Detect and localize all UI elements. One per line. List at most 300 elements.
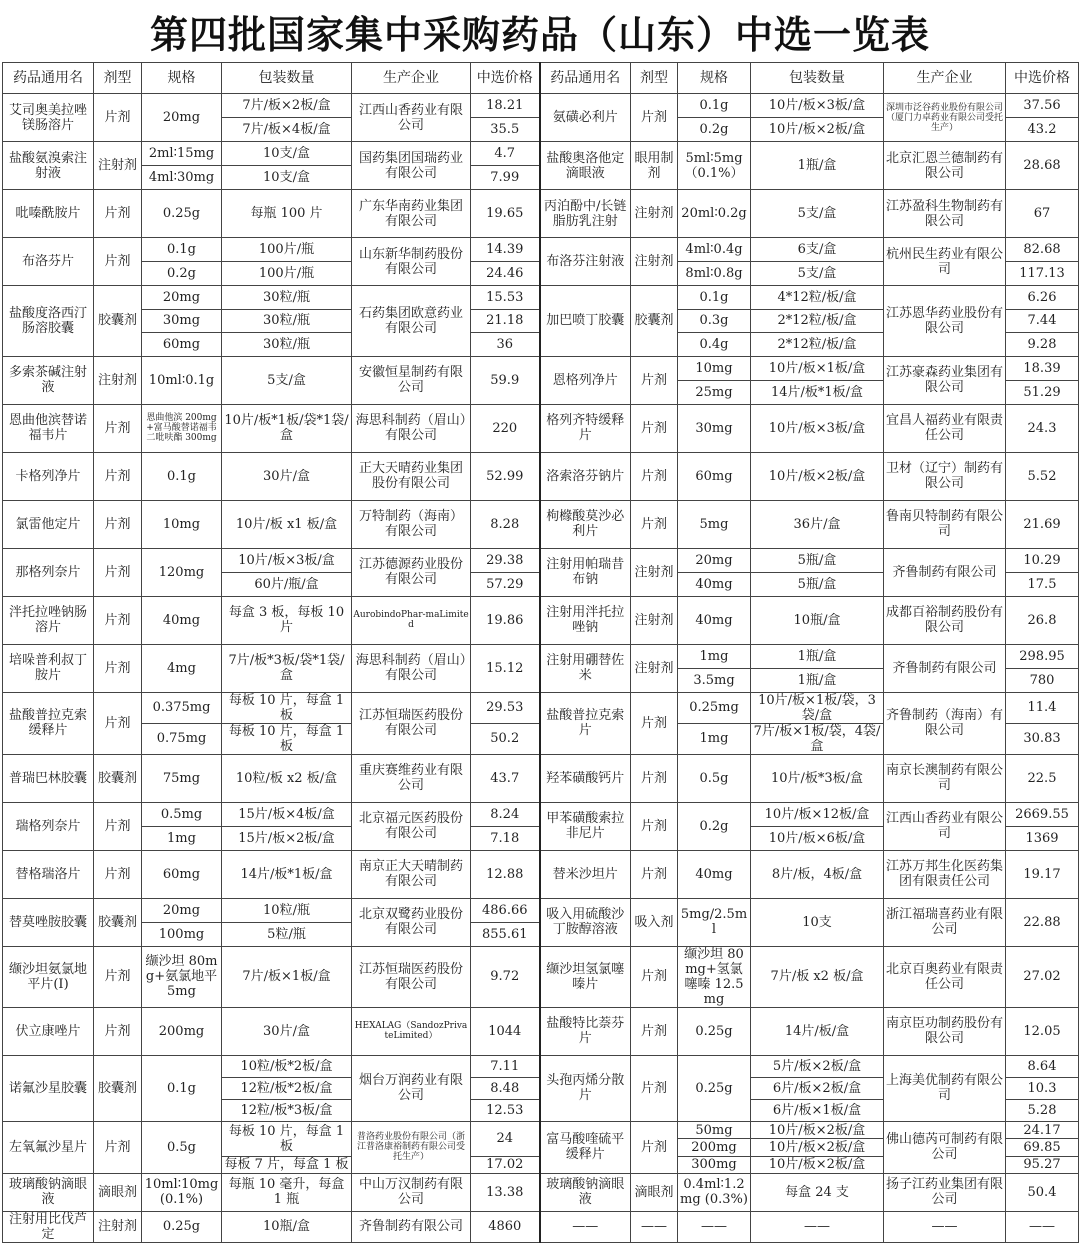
- price-cell: 17.02: [471, 1156, 540, 1173]
- spec-cell: 30mg: [678, 404, 751, 452]
- dosage-form-cell: 片剂: [631, 1007, 678, 1055]
- drug-name-cell: 多索茶碱注射液: [3, 356, 94, 404]
- spec-cell: 1mg: [678, 644, 751, 668]
- package-cell: 30片/盒: [222, 1007, 352, 1055]
- manufacturer-cell: 齐鲁制药有限公司: [884, 548, 1006, 596]
- spec-cell: 0.25g: [142, 1211, 222, 1242]
- spec-cell: 0.375mg: [142, 692, 222, 723]
- drug-name-cell: 盐酸普拉克索缓释片: [3, 692, 94, 754]
- drug-name-cell: 氨磺必利片: [540, 94, 631, 142]
- manufacturer-cell: 鲁南贝特制药有限公司: [884, 500, 1006, 548]
- drug-name-cell: 吡嗪酰胺片: [3, 190, 94, 238]
- dosage-form-cell: 片剂: [631, 946, 678, 1007]
- spec-cell: 10mg: [142, 500, 222, 548]
- price-cell: 8.48: [471, 1077, 540, 1099]
- price-cell: 8.24: [471, 802, 540, 826]
- price-cell: 8.64: [1006, 1055, 1079, 1077]
- price-cell: 4.7: [471, 142, 540, 166]
- price-cell: 5.52: [1006, 452, 1079, 500]
- drug-name-cell: 玻璃酸钠滴眼液: [540, 1173, 631, 1211]
- drug-name-cell: 诺氟沙星胶囊: [3, 1055, 94, 1121]
- drug-name-cell: 格列齐特缓释片: [540, 404, 631, 452]
- drug-name-cell: 盐酸特比萘芬片: [540, 1007, 631, 1055]
- price-cell: 27.02: [1006, 946, 1079, 1007]
- dosage-form-cell: 片剂: [94, 850, 142, 898]
- spec-cell: 0.2g: [142, 262, 222, 286]
- spec-cell: 40mg: [678, 572, 751, 596]
- price-cell: 24.17: [1006, 1121, 1079, 1138]
- package-cell: 7片/板*3板/袋*1袋/盒: [222, 644, 352, 692]
- drug-name-cell: 培哚普利叔丁胺片: [3, 644, 94, 692]
- price-cell: 12.53: [471, 1099, 540, 1121]
- spec-cell: 1mg: [142, 826, 222, 850]
- package-cell: 10片/板×2板/盒: [751, 1139, 884, 1156]
- package-cell: 10片/板×1板/袋，3袋/盒: [751, 692, 884, 723]
- table-body: [3, 94, 1079, 1243]
- package-cell: 1瓶/盒: [751, 644, 884, 668]
- manufacturer-cell: 南京臣功制药股份有限公司: [884, 1007, 1006, 1055]
- manufacturer-cell: 齐鲁制药有限公司: [352, 1211, 471, 1242]
- manufacturer-cell: 扬子江药业集团有限公司: [884, 1173, 1006, 1211]
- price-cell: 35.5: [471, 118, 540, 142]
- price-cell: 43.7: [471, 754, 540, 802]
- price-cell: 12.88: [471, 850, 540, 898]
- manufacturer-cell: 江苏盈科生物制药有限公司: [884, 190, 1006, 238]
- drug-name-cell: 普瑞巴林胶囊: [3, 754, 94, 802]
- spec-cell: 8ml∶0.8g: [678, 262, 751, 286]
- package-cell: 100片/瓶: [222, 238, 352, 262]
- spec-cell: 0.4g: [678, 333, 751, 357]
- price-cell: 14.39: [471, 238, 540, 262]
- package-cell: 10片/板×6板/盒: [751, 826, 884, 850]
- price-cell: 19.17: [1006, 850, 1079, 898]
- price-cell: 4860: [471, 1211, 540, 1242]
- spec-cell: 0.4ml∶1.2mg (0.3%): [678, 1173, 751, 1211]
- manufacturer-cell: 上海美优制药有限公司: [884, 1055, 1006, 1121]
- spec-cell: 5ml∶5mg（0.1%）: [678, 142, 751, 190]
- manufacturer-cell: 江苏恒瑞医药股份有限公司: [352, 692, 471, 754]
- spec-cell: 4mg: [142, 644, 222, 692]
- drug-name-cell: 布洛芬片: [3, 238, 94, 286]
- spec-cell: 10ml∶0.1g: [142, 356, 222, 404]
- header-cell: 药品通用名: [3, 63, 94, 94]
- dosage-form-cell: 胶囊剂: [94, 286, 142, 357]
- price-cell: 220: [471, 404, 540, 452]
- price-cell: 21.69: [1006, 500, 1079, 548]
- package-cell: 15片/板×4板/盒: [222, 802, 352, 826]
- package-cell: 60片/瓶/盒: [222, 572, 352, 596]
- package-cell: 10片/板*1板/袋*1袋/盒: [222, 404, 352, 452]
- spec-cell: 60mg: [142, 333, 222, 357]
- drug-name-cell: 盐酸普拉克索片: [540, 692, 631, 754]
- manufacturer-cell: 宜昌人福药业有限责任公司: [884, 404, 1006, 452]
- dosage-form-cell: 滴眼剂: [631, 1173, 678, 1211]
- spec-cell: 3.5mg: [678, 668, 751, 692]
- drug-name-cell: 盐酸度洛西汀肠溶胶囊: [3, 286, 94, 357]
- price-cell: 10.3: [1006, 1077, 1079, 1099]
- manufacturer-cell: 普洛药业股份有限公司（浙江普洛康裕制药有限公司受托生产）: [352, 1121, 471, 1173]
- dosage-form-cell: 片剂: [631, 404, 678, 452]
- package-cell: 2*12粒/板/盒: [751, 333, 884, 357]
- package-cell: 5粒/瓶: [222, 922, 352, 946]
- package-cell: 10瓶/盒: [751, 596, 884, 644]
- drug-name-cell: 那格列奈片: [3, 548, 94, 596]
- package-cell: 4*12粒/板/盒: [751, 286, 884, 310]
- spec-cell: 0.1g: [142, 452, 222, 500]
- drug-table: [2, 62, 1079, 1243]
- dosage-form-cell: 片剂: [94, 238, 142, 286]
- spec-cell: 40mg: [678, 596, 751, 644]
- drug-name-cell: 洛索洛芬钠片: [540, 452, 631, 500]
- table-row: [3, 452, 1079, 500]
- package-cell: 6片/板×1板/盒: [751, 1099, 884, 1121]
- header-cell: 剂型: [94, 63, 142, 94]
- package-cell: 5瓶/盒: [751, 548, 884, 572]
- package-cell: 1瓶/盒: [751, 142, 884, 190]
- page-title: 第四批国家集中采购药品（山东）中选一览表: [149, 12, 930, 57]
- drug-name-cell: 布洛芬注射液: [540, 238, 631, 286]
- manufacturer-cell: 深圳市泛谷药业股份有限公司（厦门力卓药业有限公司受托生产）: [884, 94, 1006, 142]
- spec-cell: 100mg: [142, 922, 222, 946]
- spec-cell: ——: [678, 1211, 751, 1242]
- manufacturer-cell: 江西山香药业有限公司: [352, 94, 471, 142]
- dosage-form-cell: 注射剂: [94, 1211, 142, 1242]
- price-cell: 29.38: [471, 548, 540, 572]
- price-cell: 19.65: [471, 190, 540, 238]
- price-cell: 50.2: [471, 723, 540, 754]
- spec-cell: 50mg: [678, 1121, 751, 1138]
- manufacturer-cell: 成都百裕制药股份有限公司: [884, 596, 1006, 644]
- spec-cell: 120mg: [142, 548, 222, 596]
- price-cell: 28.68: [1006, 142, 1079, 190]
- package-cell: 10粒/板*2板/盒: [222, 1055, 352, 1077]
- price-cell: 117.13: [1006, 262, 1079, 286]
- spec-cell: 40mg: [678, 850, 751, 898]
- package-cell: 6支/盒: [751, 238, 884, 262]
- manufacturer-cell: 江苏万邦生化医药集团有限责任公司: [884, 850, 1006, 898]
- price-cell: 11.4: [1006, 692, 1079, 723]
- dosage-form-cell: 注射剂: [631, 596, 678, 644]
- package-cell: 12粒/板*3板/盒: [222, 1099, 352, 1121]
- package-cell: 30粒/瓶: [222, 286, 352, 310]
- price-cell: 24.46: [471, 262, 540, 286]
- package-cell: 7片/板 x2 板/盒: [751, 946, 884, 1007]
- table-row: [3, 190, 1079, 238]
- manufacturer-cell: 江苏德源药业股份有限公司: [352, 548, 471, 596]
- price-cell: 19.86: [471, 596, 540, 644]
- drug-name-cell: 左氧氟沙星片: [3, 1121, 94, 1173]
- price-cell: 67: [1006, 190, 1079, 238]
- package-cell: 10支/盒: [222, 142, 352, 166]
- price-cell: ——: [1006, 1211, 1079, 1242]
- table-row: [3, 286, 1079, 310]
- package-cell: 10支: [751, 898, 884, 946]
- price-cell: 780: [1006, 668, 1079, 692]
- dosage-form-cell: 片剂: [94, 946, 142, 1007]
- package-cell: 7片/板×1板/袋，4袋/盒: [751, 723, 884, 754]
- drug-name-cell: 枸橼酸莫沙必利片: [540, 500, 631, 548]
- spec-cell: 10mg: [678, 356, 751, 380]
- package-cell: 30粒/瓶: [222, 333, 352, 357]
- price-cell: 1369: [1006, 826, 1079, 850]
- dosage-form-cell: 胶囊剂: [94, 754, 142, 802]
- spec-cell: 0.1g: [142, 1055, 222, 1121]
- manufacturer-cell: 卫材（辽宁）制药有限公司: [884, 452, 1006, 500]
- header-cell: 包装数量: [751, 63, 884, 94]
- price-cell: 7.99: [471, 166, 540, 190]
- dosage-form-cell: 片剂: [94, 94, 142, 142]
- drug-name-cell: 缬沙坦氢氯噻嗪片: [540, 946, 631, 1007]
- drug-name-cell: 艾司奥美拉唑镁肠溶片: [3, 94, 94, 142]
- manufacturer-cell: 江苏豪森药业集团有限公司: [884, 356, 1006, 404]
- table-row: [3, 802, 1079, 826]
- drug-name-cell: ——: [540, 1211, 631, 1242]
- spec-cell: 30mg: [142, 309, 222, 333]
- package-cell: 15片/板×2板/盒: [222, 826, 352, 850]
- manufacturer-cell: 海思科制药（眉山）有限公司: [352, 404, 471, 452]
- package-cell: 7片/板×1板/盒: [222, 946, 352, 1007]
- header-cell: 规格: [678, 63, 751, 94]
- price-cell: 22.88: [1006, 898, 1079, 946]
- drug-name-cell: 盐酸氨溴索注射液: [3, 142, 94, 190]
- table-row: [3, 142, 1079, 166]
- price-cell: 15.12: [471, 644, 540, 692]
- price-cell: 7.44: [1006, 309, 1079, 333]
- drug-name-cell: 卡格列净片: [3, 452, 94, 500]
- package-cell: 每瓶 100 片: [222, 190, 352, 238]
- spec-cell: 4ml∶0.4g: [678, 238, 751, 262]
- manufacturer-cell: 重庆赛维药业有限公司: [352, 754, 471, 802]
- price-cell: 7.18: [471, 826, 540, 850]
- drug-name-cell: 盐酸奥洛他定滴眼液: [540, 142, 631, 190]
- dosage-form-cell: 注射剂: [94, 356, 142, 404]
- package-cell: 每瓶 10 毫升，每盒 1 瓶: [222, 1173, 352, 1211]
- package-cell: 7片/板×2板/盒: [222, 94, 352, 118]
- spec-cell: 20mg: [142, 898, 222, 922]
- dosage-form-cell: 片剂: [94, 500, 142, 548]
- package-cell: 30粒/瓶: [222, 309, 352, 333]
- drug-name-cell: 替格瑞洛片: [3, 850, 94, 898]
- price-cell: 15.53: [471, 286, 540, 310]
- dosage-form-cell: 注射剂: [631, 644, 678, 692]
- dosage-form-cell: 滴眼剂: [94, 1173, 142, 1211]
- table-row: [3, 754, 1079, 802]
- manufacturer-cell: 齐鲁制药（海南）有限公司: [884, 692, 1006, 754]
- drug-name-cell: 瑞格列奈片: [3, 802, 94, 850]
- manufacturer-cell: 齐鲁制药有限公司: [884, 644, 1006, 692]
- manufacturer-cell: 江西山香药业有限公司: [884, 802, 1006, 850]
- table-row: [3, 1007, 1079, 1055]
- spec-cell: 0.2g: [678, 802, 751, 850]
- price-cell: 1044: [471, 1007, 540, 1055]
- spec-cell: 1mg: [678, 723, 751, 754]
- price-cell: 2669.55: [1006, 802, 1079, 826]
- package-cell: 10片/板*3板/盒: [751, 754, 884, 802]
- dosage-form-cell: 片剂: [94, 1121, 142, 1173]
- manufacturer-cell: 中山万汉制药有限公司: [352, 1173, 471, 1211]
- price-cell: 51.29: [1006, 380, 1079, 404]
- package-cell: 5瓶/盒: [751, 572, 884, 596]
- package-cell: 10片/板×2板/盒: [751, 1121, 884, 1138]
- package-cell: 每板 7 片，每盒 1 板: [222, 1156, 352, 1173]
- price-cell: 24: [471, 1121, 540, 1156]
- dosage-form-cell: 片剂: [631, 850, 678, 898]
- manufacturer-cell: 南京长澳制药有限公司: [884, 754, 1006, 802]
- drug-name-cell: 伏立康唑片: [3, 1007, 94, 1055]
- spec-cell: 20mg: [142, 286, 222, 310]
- dosage-form-cell: ——: [631, 1211, 678, 1242]
- spec-cell: 20mg: [142, 94, 222, 142]
- dosage-form-cell: 片剂: [94, 692, 142, 754]
- package-cell: 10片/板×12板/盒: [751, 802, 884, 826]
- spec-cell: 0.75mg: [142, 723, 222, 754]
- dosage-form-cell: 胶囊剂: [94, 1055, 142, 1121]
- table-row: [3, 644, 1079, 668]
- dosage-form-cell: 吸入剂: [631, 898, 678, 946]
- package-cell: 10片/板 x1 板/盒: [222, 500, 352, 548]
- package-cell: 10片/板×3板/盒: [751, 404, 884, 452]
- spec-cell: 10ml∶10mg (0.1%): [142, 1173, 222, 1211]
- package-cell: 1瓶/盒: [751, 668, 884, 692]
- table-row: [3, 356, 1079, 380]
- table-row: [3, 238, 1079, 262]
- table-row: [3, 596, 1079, 644]
- drug-name-cell: 恩曲他滨替诺福韦片: [3, 404, 94, 452]
- spec-cell: 0.5mg: [142, 802, 222, 826]
- package-cell: 5支/盒: [751, 262, 884, 286]
- price-cell: 6.26: [1006, 286, 1079, 310]
- package-cell: 10片/板×3板/盒: [751, 94, 884, 118]
- manufacturer-cell: 北京汇恩兰德制药有限公司: [884, 142, 1006, 190]
- price-cell: 13.38: [471, 1173, 540, 1211]
- dosage-form-cell: 片剂: [94, 596, 142, 644]
- header-cell: 药品通用名: [540, 63, 631, 94]
- price-cell: 57.29: [471, 572, 540, 596]
- dosage-form-cell: 片剂: [631, 94, 678, 142]
- header-cell: 规格: [142, 63, 222, 94]
- spec-cell: 5mg: [678, 500, 751, 548]
- manufacturer-cell: 北京福元医药股份有限公司: [352, 802, 471, 850]
- spec-cell: 200mg: [142, 1007, 222, 1055]
- price-cell: 298.95: [1006, 644, 1079, 668]
- manufacturer-cell: 正大天晴药业集团股份有限公司: [352, 452, 471, 500]
- drug-name-cell: 注射用帕瑞昔布钠: [540, 548, 631, 596]
- dosage-form-cell: 胶囊剂: [631, 286, 678, 357]
- drug-name-cell: 泮托拉唑钠肠溶片: [3, 596, 94, 644]
- manufacturer-cell: 北京百奥药业有限责任公司: [884, 946, 1006, 1007]
- dosage-form-cell: 片剂: [631, 1055, 678, 1121]
- price-cell: 22.5: [1006, 754, 1079, 802]
- spec-cell: 20ml∶0.2g: [678, 190, 751, 238]
- drug-name-cell: 头孢丙烯分散片: [540, 1055, 631, 1121]
- dosage-form-cell: 片剂: [631, 500, 678, 548]
- spec-cell: 0.5g: [142, 1121, 222, 1173]
- package-cell: 每板 10 片，每盒 1 板: [222, 723, 352, 754]
- drug-name-cell: 替莫唑胺胶囊: [3, 898, 94, 946]
- dosage-form-cell: 片剂: [94, 548, 142, 596]
- package-cell: 10片/板×1板/盒: [751, 356, 884, 380]
- dosage-form-cell: 片剂: [631, 356, 678, 404]
- table-row: [3, 94, 1079, 118]
- package-cell: 10支/盒: [222, 166, 352, 190]
- drug-name-cell: 玻璃酸钠滴眼液: [3, 1173, 94, 1211]
- spec-cell: 0.2g: [678, 118, 751, 142]
- table-row: [3, 898, 1079, 922]
- price-cell: 12.05: [1006, 1007, 1079, 1055]
- manufacturer-cell: 北京双鹭药业股份有限公司: [352, 898, 471, 946]
- package-cell: 8片/板，4板/盒: [751, 850, 884, 898]
- dosage-form-cell: 片剂: [631, 754, 678, 802]
- manufacturer-cell: AurobindoPhar-maLimited: [352, 596, 471, 644]
- table-row: [3, 946, 1079, 1007]
- table-row: [3, 1173, 1079, 1211]
- dosage-form-cell: 片剂: [94, 452, 142, 500]
- spec-cell: 0.1g: [678, 94, 751, 118]
- package-cell: 14片/板*1板/盒: [222, 850, 352, 898]
- header-cell: 包装数量: [222, 63, 352, 94]
- dosage-form-cell: 眼用制剂: [631, 142, 678, 190]
- package-cell: 每板 10 片，每盒 1 板: [222, 692, 352, 723]
- price-cell: 37.56: [1006, 94, 1079, 118]
- drug-name-cell: 丙泊酚中/长链脂肪乳注射: [540, 190, 631, 238]
- package-cell: 10片/板×3板/盒: [222, 548, 352, 572]
- spec-cell: 5mg/2.5ml: [678, 898, 751, 946]
- package-cell: 每板 10 片，每盒 1 板: [222, 1121, 352, 1156]
- manufacturer-cell: 海思科制药（眉山）有限公司: [352, 644, 471, 692]
- price-cell: 7.11: [471, 1055, 540, 1077]
- spec-cell: 200mg: [678, 1139, 751, 1156]
- dosage-form-cell: 片剂: [94, 802, 142, 850]
- price-cell: 43.2: [1006, 118, 1079, 142]
- spec-cell: 0.5g: [678, 754, 751, 802]
- header-row: [3, 63, 1079, 94]
- dosage-form-cell: 注射剂: [94, 142, 142, 190]
- header-cell: 剂型: [631, 63, 678, 94]
- table-row: [3, 1055, 1079, 1077]
- package-cell: ——: [751, 1211, 884, 1242]
- drug-name-cell: 甲苯磺酸索拉非尼片: [540, 802, 631, 850]
- spec-cell: 20mg: [678, 548, 751, 572]
- package-cell: 5支/盒: [751, 190, 884, 238]
- spec-cell: 0.1g: [142, 238, 222, 262]
- price-cell: 9.28: [1006, 333, 1079, 357]
- price-cell: 52.99: [471, 452, 540, 500]
- table-row: [3, 1121, 1079, 1138]
- manufacturer-cell: 浙江福瑞喜药业有限公司: [884, 898, 1006, 946]
- price-cell: 10.29: [1006, 548, 1079, 572]
- spec-cell: 75mg: [142, 754, 222, 802]
- drug-name-cell: 氯雷他定片: [3, 500, 94, 548]
- manufacturer-cell: ——: [884, 1211, 1006, 1242]
- spec-cell: 300mg: [678, 1156, 751, 1173]
- price-cell: 21.18: [471, 309, 540, 333]
- price-cell: 18.21: [471, 94, 540, 118]
- price-cell: 69.85: [1006, 1139, 1079, 1156]
- spec-cell: 4ml∶30mg: [142, 166, 222, 190]
- package-cell: 100片/瓶: [222, 262, 352, 286]
- price-cell: 24.3: [1006, 404, 1079, 452]
- drug-name-cell: 加巴喷丁胶囊: [540, 286, 631, 357]
- price-cell: 36: [471, 333, 540, 357]
- spec-cell: 25mg: [678, 380, 751, 404]
- price-cell: 9.72: [471, 946, 540, 1007]
- drug-name-cell: 吸入用硫酸沙丁胺醇溶液: [540, 898, 631, 946]
- header-cell: 中选价格: [1006, 63, 1079, 94]
- header-cell: 生产企业: [884, 63, 1006, 94]
- price-cell: 17.5: [1006, 572, 1079, 596]
- price-cell: 50.4: [1006, 1173, 1079, 1211]
- spec-cell: 2ml∶15mg: [142, 142, 222, 166]
